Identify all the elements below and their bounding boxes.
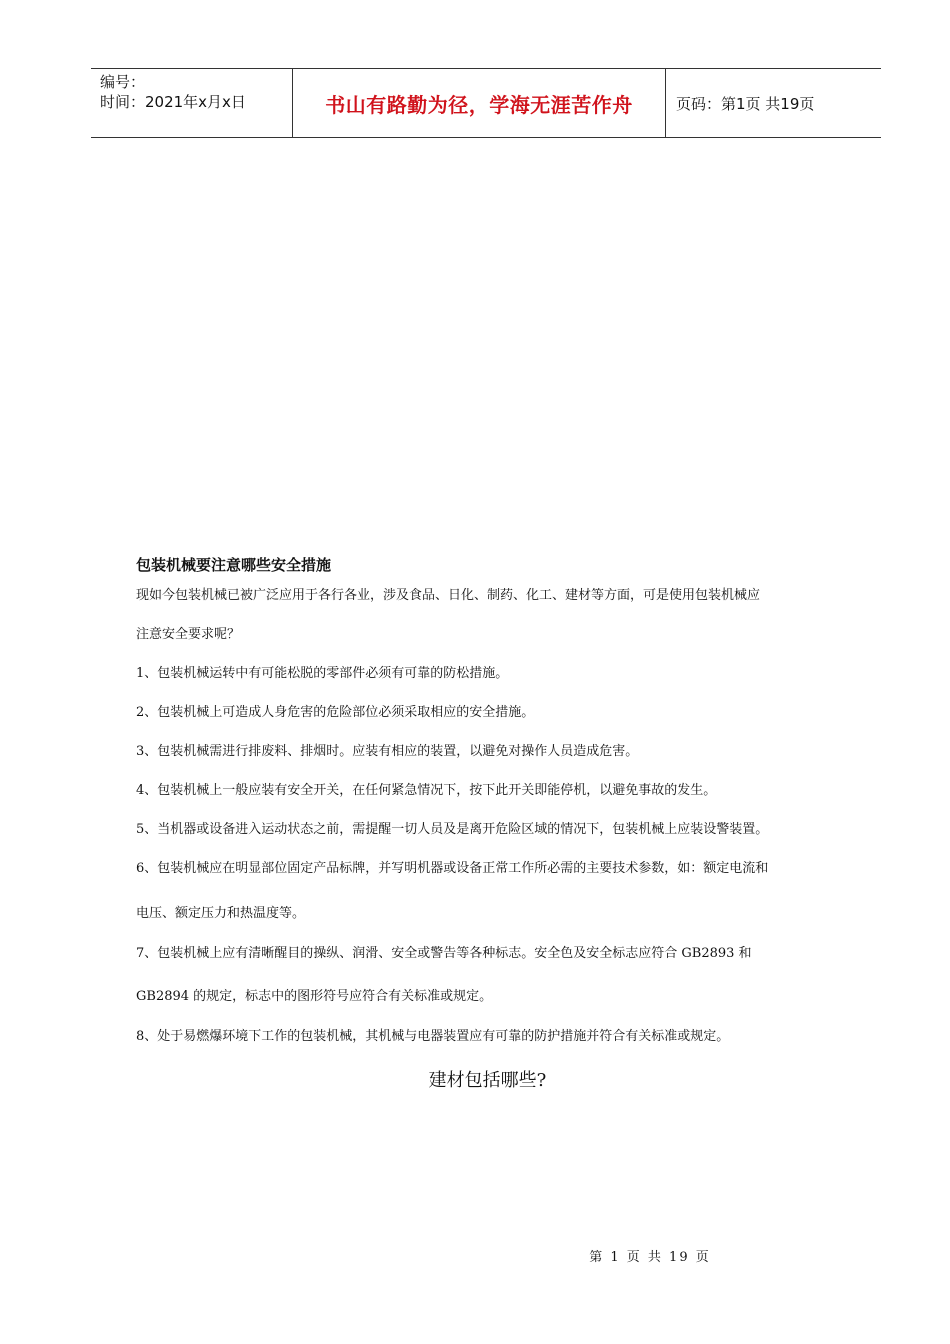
header-page-cell — [666, 69, 881, 137]
serial-label: 编号： — [100, 73, 146, 91]
article-line: 6、包装机械应在明显部位固定产品标牌，并写明机器或设备正常工作所必需的主要技术参数，如：额定电流和 — [136, 861, 769, 876]
article-line: 5、当机器或设备进入运动状态之前，需提醒一切人员及是离开危险区域的情况下，包装机械上应装设警装置。 — [136, 822, 769, 837]
page-footer: 第 1 页 共 19 页 — [589, 1250, 711, 1265]
section-title: 建材包括哪些? — [428, 1070, 547, 1091]
header-table — [91, 68, 881, 138]
article-line: GB2894 的规定，标志中的图形符号应符合有关标准或规定。 — [136, 989, 493, 1004]
header-motto-cell — [293, 69, 666, 137]
article-line: 3、包装机械需进行排废料、排烟时。应装有相应的装置，以避免对操作人员造成危害。 — [136, 744, 639, 759]
time-label: 时间：2021年x月x日 — [100, 93, 246, 111]
article-line: 7、包装机械上应有清晰醒目的操纵、润滑、安全或警告等各种标志。安全色及安全标志应符合 GB2893 和 — [136, 946, 752, 961]
article-line: 4、包装机械上一般应装有安全开关，在任何紧急情况下，按下此开关即能停机，以避免事故的发生。 — [136, 783, 717, 798]
header-meta-cell — [91, 69, 293, 137]
article-line: 1、包装机械运转中有可能松脱的零部件必须有可靠的防松措施。 — [136, 666, 509, 681]
motto: 书山有路勤为径，学海无涯苦作舟 — [325, 92, 633, 117]
article-line: 现如今包装机械已被广泛应用于各行各业，涉及食品、日化、制药、化工、建材等方面，可是使用包装机械应 — [136, 588, 761, 603]
article — [136, 549, 856, 1054]
article-line: 8、处于易燃爆环境下工作的包装机械，其机械与电器装置应有可靠的防护措施并符合有关标准或规定。 — [136, 1029, 730, 1044]
article-line: 注意安全要求呢？ — [136, 627, 241, 642]
page-info: 页码：第1页 共19页 — [676, 94, 815, 113]
article-line: 电压、额定压力和热温度等。 — [136, 906, 306, 921]
article-title: 包装机械要注意哪些安全措施 — [136, 556, 332, 574]
article-line: 2、包装机械上可造成人身危害的危险部位必须采取相应的安全措施。 — [136, 705, 535, 720]
